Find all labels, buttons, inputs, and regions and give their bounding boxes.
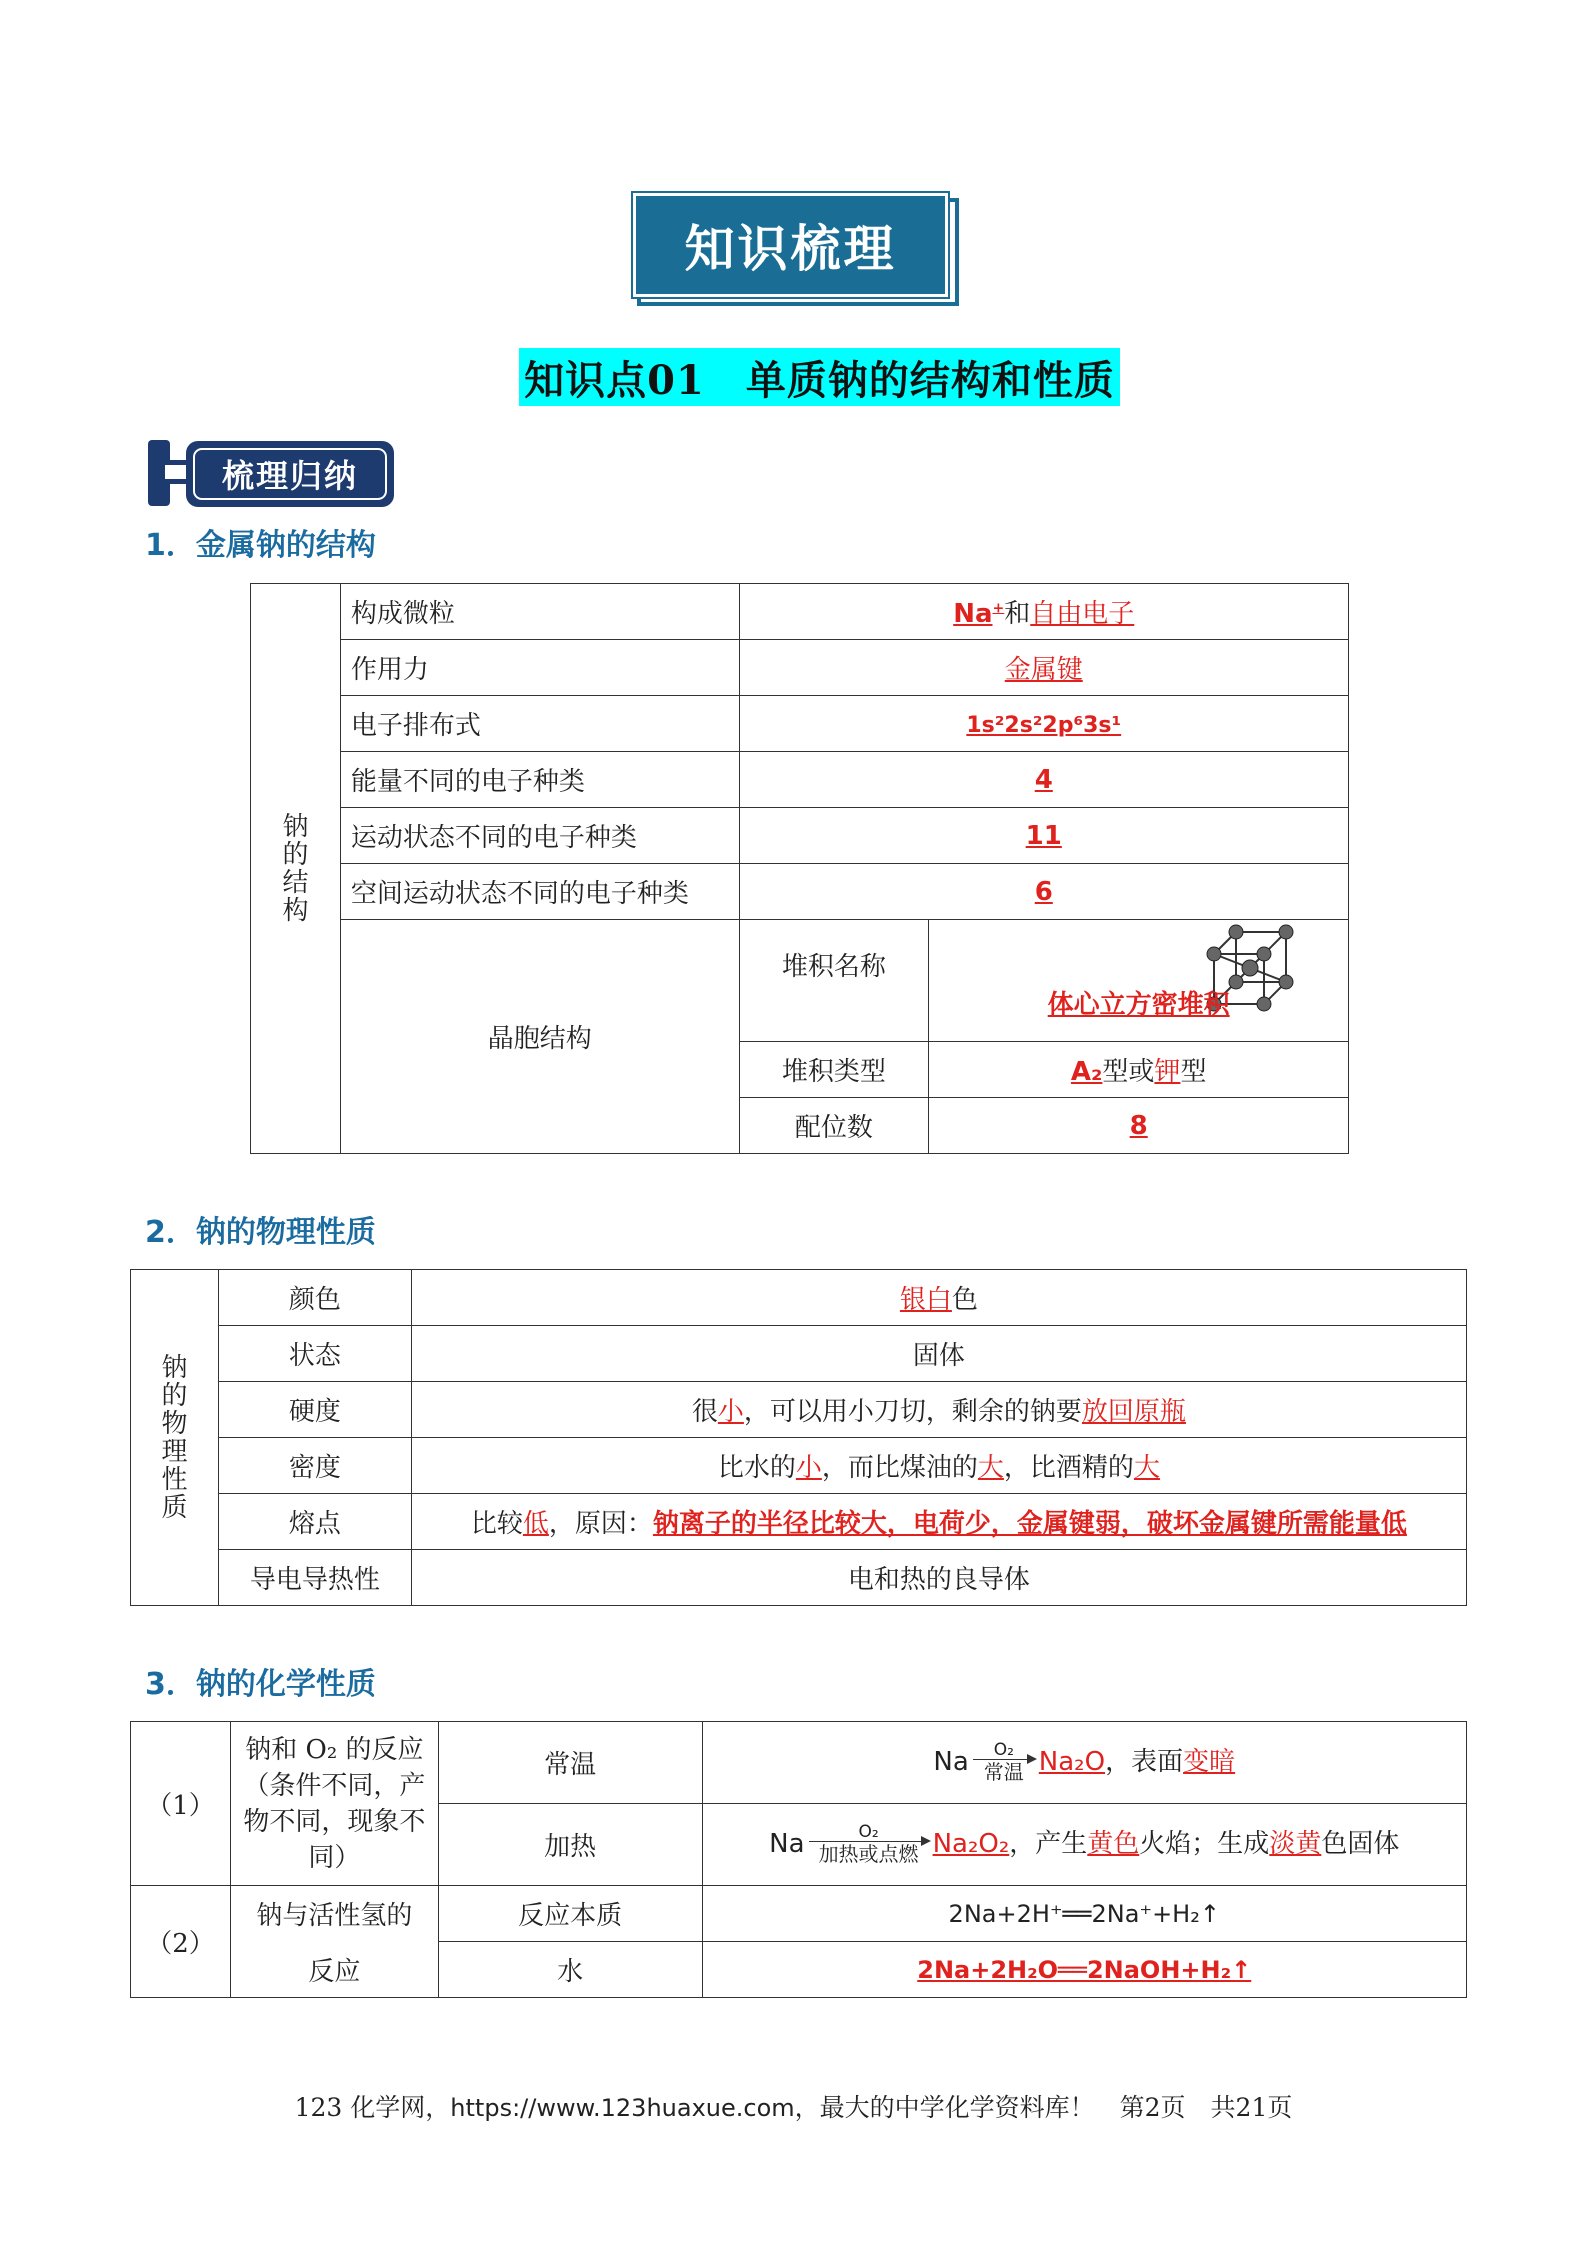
reaction-result: Na O₂ 加热或点燃 Na₂O₂，产生黄色火焰；生成淡黄色固体 — [702, 1804, 1466, 1886]
group-topic-line1: 钠与活性氢的 — [230, 1886, 438, 1942]
property-label: 颜色 — [218, 1270, 411, 1326]
row-label: 作用力 — [340, 640, 739, 696]
group-index: （1） — [131, 1722, 231, 1886]
property-value — [411, 1382, 1466, 1438]
cell-structure-label: 晶胞结构 — [340, 920, 739, 1154]
group-topic-line2: 反应 — [230, 1942, 438, 1998]
property-label: 导电导热性 — [218, 1550, 411, 1606]
answer-text: 小 — [717, 1397, 744, 1427]
reaction-equation: 2Na+2H⁺══2Na⁺+H₂↑ — [702, 1886, 1466, 1942]
answer-text: 低 — [522, 1509, 549, 1539]
plain-text: 比较 — [470, 1509, 523, 1539]
plain-text: ，原因： — [548, 1509, 653, 1539]
property-label: 硬度 — [218, 1382, 411, 1438]
plain-text: ，可以用小刀切，剩余的钠要 — [743, 1397, 1082, 1427]
reaction-arrow: O₂ 常温 — [973, 1741, 1035, 1784]
cell-row-answer: 8 — [929, 1098, 1349, 1154]
plain-text: 固体 — [912, 1341, 965, 1371]
reaction-equation: 2Na+2H₂O══2NaOH+H₂↑ — [702, 1942, 1466, 1998]
property-value — [411, 1494, 1466, 1550]
row-answer: 金属键 — [739, 640, 1349, 696]
plain-text: 色 — [951, 1285, 978, 1315]
row-label: 构成微粒 — [340, 584, 739, 640]
summary-badge — [186, 441, 394, 507]
property-value — [411, 1550, 1466, 1606]
row-answer: 11 — [739, 808, 1349, 864]
group-topic: 钠和 O₂ 的反应（条件不同，产物不同，现象不同） — [230, 1722, 438, 1886]
answer-text: 钠离子的半径比较大，电荷少，金属键弱，破坏金属键所需能量低 — [652, 1509, 1407, 1539]
cell-row-label: 配位数 — [739, 1098, 929, 1154]
reaction-condition: 加热 — [438, 1804, 702, 1886]
answer-text: 大 — [977, 1453, 1004, 1483]
row-label: 能量不同的电子种类 — [340, 752, 739, 808]
plain-text: 很 — [691, 1397, 718, 1427]
row-label: 空间运动状态不同的电子种类 — [340, 864, 739, 920]
answer-text: 放回原瓶 — [1081, 1397, 1186, 1427]
page-footer — [0, 2088, 1587, 2124]
physical-side-label: 钠的物理性质 — [131, 1270, 219, 1606]
row-answer: 4 — [739, 752, 1349, 808]
plain-text: ，比酒精的 — [1003, 1453, 1134, 1483]
plain-text: 电和热的良导体 — [847, 1565, 1030, 1595]
section-banner — [633, 193, 948, 297]
structure-side-label: 钠的结构 — [251, 584, 341, 1154]
row-answer: 6 — [739, 864, 1349, 920]
property-label: 状态 — [218, 1326, 411, 1382]
footer-site: 123 化学网， — [294, 2093, 451, 2122]
knowledge-point-title: 知识点01 单质钠的结构和性质 — [519, 348, 1120, 406]
plain-text: 比水的 — [717, 1453, 796, 1483]
reaction-arrow: O₂ 加热或点燃 — [809, 1823, 929, 1866]
summary-badge-label: 梳理归纳 — [193, 448, 387, 500]
row-answer: Na+和自由电子 — [739, 584, 1349, 640]
plain-text: ，而比煤油的 — [821, 1453, 978, 1483]
reaction-condition: 常温 — [438, 1722, 702, 1804]
answer-text: 银白 — [899, 1285, 952, 1315]
property-label: 密度 — [218, 1438, 411, 1494]
reaction-condition: 反应本质 — [438, 1886, 702, 1942]
property-value — [411, 1326, 1466, 1382]
row-label: 电子排布式 — [340, 696, 739, 752]
banner-title: 知识梳理 — [684, 220, 897, 278]
property-value — [411, 1270, 1466, 1326]
chemical-properties-table — [130, 1721, 1467, 1998]
physical-properties-table — [130, 1269, 1467, 1606]
section2-heading: 2．钠的物理性质 — [145, 1215, 376, 1250]
cell-row-answer: 体心立方密堆积 — [929, 920, 1349, 1042]
answer-text: 小 — [795, 1453, 822, 1483]
cell-row-label: 堆积名称 — [739, 920, 929, 1042]
group-index: （2） — [131, 1886, 231, 1998]
answer-text: 大 — [1133, 1453, 1160, 1483]
reaction-condition: 水 — [438, 1942, 702, 1998]
reaction-result: Na O₂ 常温 Na₂O，表面变暗 — [702, 1722, 1466, 1804]
section3-heading: 3．钠的化学性质 — [145, 1667, 376, 1702]
property-value — [411, 1438, 1466, 1494]
cell-row-label: 堆积类型 — [739, 1042, 929, 1098]
property-label: 熔点 — [218, 1494, 411, 1550]
row-label: 运动状态不同的电子种类 — [340, 808, 739, 864]
section1-heading: 1．金属钠的结构 — [145, 528, 376, 563]
row-answer: 1s²2s²2p⁶3s¹ — [739, 696, 1349, 752]
footer-url[interactable]: https://www.123huaxue.com — [450, 2094, 795, 2122]
cell-row-answer: A₂型或钾型 — [929, 1042, 1349, 1098]
structure-table — [250, 583, 1349, 1154]
footer-page-info: ，最大的中学化学资料库！ 第2页 共21页 — [794, 2093, 1293, 2122]
